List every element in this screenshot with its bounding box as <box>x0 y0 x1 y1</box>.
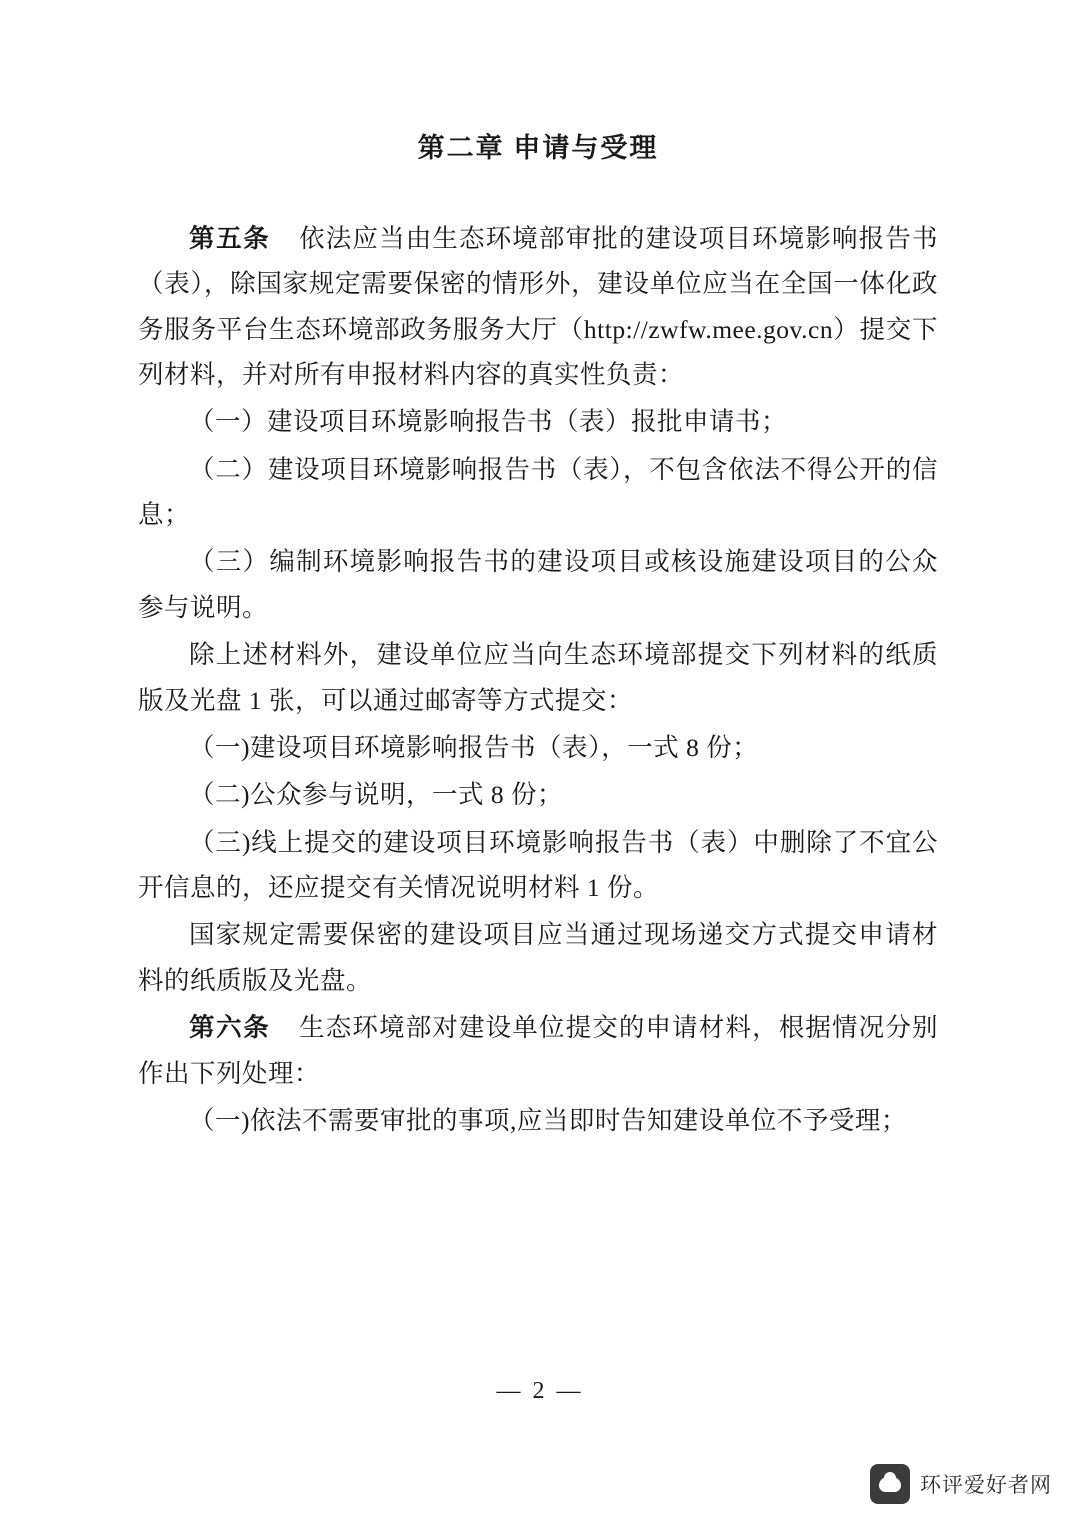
paragraph-text: 依法应当由生态环境部审批的建设项目环境影响报告书（表），除国家规定需要保密的情形外，建设单位应当在全国一体化政务服务平台生态环境部政务服务大厅（http://zwfw.mee.gov.cn）提交下列材料，并对所有申报材料内容的真实性负责： <box>138 223 938 389</box>
paragraph-article-5-extra-item-3: （三)线上提交的建设项目环境影响报告书（表）中删除了不宜公开信息的，还应提交有关情况说明材料 1 份。 <box>138 827 938 903</box>
paragraph-article-5-item-1: （一）建设项目环境影响报告书（表）报批申请书； <box>189 407 788 437</box>
paragraph-article-5-extra-item-1: （一)建设项目环境影响报告书（表），一式 8 份； <box>189 732 759 762</box>
article-label-6: 第六条 <box>189 1013 271 1043</box>
paragraph-article-6 <box>138 1005 938 1096</box>
page-title: 第二章 申请与受理 <box>417 133 659 163</box>
watermark <box>870 1464 1052 1504</box>
paragraph-article-5-item-2: （二）建设项目环境影响报告书（表），不包含依法不得公开的信息； <box>138 454 938 530</box>
paragraph-article-5-item-3: （三）编制环境影响报告书的建设项目或核设施建设项目的公众参与说明。 <box>138 547 938 622</box>
watermark-label: 环评爱好者网 <box>920 1474 1052 1497</box>
paragraph-text: 生态环境部对建设单位提交的申请材料，根据情况分别作出下列处理： <box>138 1013 938 1088</box>
paragraph-article-6-item-1: （一)依法不需要审批的事项,应当即时告知建设单位不予受理； <box>189 1105 907 1135</box>
paragraph-article-5-secret: 国家规定需要保密的建设项目应当通过现场递交方式提交申请材料的纸质版及光盘。 <box>138 920 938 995</box>
article-label-5: 第五条 <box>189 223 271 253</box>
document-body <box>138 130 938 1145</box>
wechat-icon <box>870 1464 910 1504</box>
page-number: — 2 — <box>496 1378 584 1404</box>
paragraph-article-5-extra-item-2: （二)公众参与说明，一式 8 份； <box>189 780 563 810</box>
paragraph-article-5-extra: 除上述材料外，建设单位应当向生态环境部提交下列材料的纸质版及光盘 1 张，可以通过邮寄等方式提交： <box>138 640 938 715</box>
paragraph-article-5 <box>138 216 938 398</box>
